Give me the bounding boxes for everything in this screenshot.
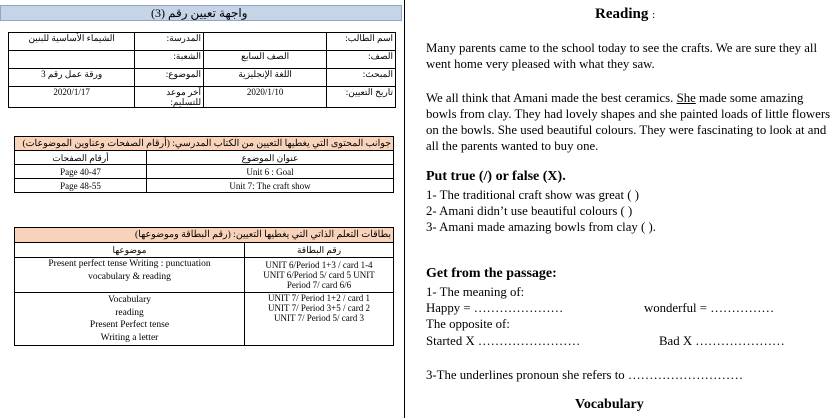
card-topic-cell [15,258,245,293]
content-pages-cell: Page 48-55 [15,179,147,193]
self-learning-cards-table [14,227,394,346]
card-line: 6/Period 7/ card 6 [286,280,352,290]
passage-text: made some amazing bowls from clay. They had lovely shapes and she painted loads of little flowers on the bowls. She used beautiful colours. They were fascinating to look at and all the parents wanted to buy one. [426,91,831,153]
table-row [15,179,394,193]
card-topic-line: reading [115,307,144,318]
happy-meaning: Happy = ………………… [426,301,564,315]
wonderful-meaning: wonderful = …………… [644,301,775,315]
assign-date-value: 2020/1/10 [204,87,327,108]
content-col-pages: أرقام الصفحات [15,151,147,165]
meaning-label: 1- The meaning of: [426,285,525,299]
content-pages-cell: Page 40-47 [15,165,147,179]
student-name-value[interactable] [204,33,327,51]
section-label: الشعبة: [135,51,204,69]
card-line: UNIT 7/ Period 5/ card 3 [273,313,365,323]
pronoun-question: 3-The underlines pronoun she refers to ……………………… [426,368,744,382]
subject-label: المبحث: [327,69,396,87]
deadline-value: 2020/1/17 [9,87,135,108]
reading-title [595,6,655,23]
content-coverage-table [14,136,394,193]
cards-col-topic: موضوعها [15,243,245,258]
grade-value: الصف السابع [204,51,327,69]
passage-question-heading: Get from the passage: [426,266,557,281]
assignment-title: واجهة تعيين رقم (3) [151,6,248,20]
content-table-header: جوانب المحتوى التي يغطيها التعيين من الكتاب المدرسي: (أرقام الصفحات وعناوين الموضوعات) [15,137,394,151]
card-line: UNIT 6/Period 5/ card 5 UNIT [263,270,375,280]
bad-opposite: Bad X ………………… [659,334,785,348]
true-false-item: 2- Amani didn’t use beautiful colours ( ) [426,204,633,218]
card-line: UNIT 7/ Period 1+2 / card 1 [268,293,370,303]
started-opposite: Started X …………………… [426,334,581,348]
cards-col-card: رقم البطاقة [245,243,394,258]
content-col-topic: عنوان الموضوع [147,151,394,165]
card-topic-line: Writing a letter [100,332,159,343]
topic-value: ورقة عمل رقم 3 [9,69,135,87]
table-row [15,258,394,293]
card-topic-cell [15,293,245,346]
true-false-item: 3- Amani made amazing bowls from clay ( ). [426,220,656,234]
card-topic-line: Present perfect tense Writing : punctuation [48,259,211,269]
card-topic-line: vocabulary & reading [88,272,171,282]
assignment-panel [0,0,404,418]
card-line: UNIT 6/Period 1+3 / card 1-4 [265,260,373,270]
reading-title-colon: : [652,9,656,21]
assign-date-label: تاريخ التعيين: [327,87,396,108]
school-value: الشيماء الأساسية للبنين [9,33,135,51]
passage-paragraph-1: Many parents came to the school today to see the crafts. We are sure they all went home very pleased with what they saw. [426,41,818,71]
card-topic-line: Vocabulary [107,295,152,305]
student-name-label: اسم الطالب: [327,33,396,51]
content-topic-cell: Unit 6 : Goal [147,165,394,179]
true-false-heading: Put true (/) or false (X). [426,169,566,184]
card-number-cell [245,258,394,293]
assignment-title-bar [0,5,402,21]
passage-paragraph-2 [426,90,831,154]
table-row [15,165,394,179]
card-number-cell [245,293,394,346]
underlined-pronoun: She [676,91,696,105]
cards-table-header: بطاقات التعلم الذاتي التي يغطيها التعيين: (رقم البطاقة وموضوعها) [15,228,394,243]
deadline-label: آخر موعد للتسليم: [135,87,204,108]
content-topic-cell: Unit 7: The craft show [147,179,394,193]
opposite-label: The opposite of: [426,317,510,331]
section-value[interactable] [9,51,135,69]
student-info-table [8,32,396,108]
reading-title-text: Reading [595,6,649,22]
grade-label: الصف: [327,51,396,69]
passage-text: We all think that Amani made the best ceramics. [426,91,677,105]
school-label: المدرسة: [135,33,204,51]
card-line: UNIT 7/ Period 3+5 / card 2 [268,303,370,313]
card-topic-line: Present Perfect tense [89,320,170,330]
true-false-item: 1- The traditional craft show was great ( ) [426,188,639,202]
reading-panel [405,0,834,418]
topic-label: الموضوع: [135,69,204,87]
subject-value: اللغة الإنجليزية [204,69,327,87]
table-row [15,293,394,346]
vocabulary-heading: Vocabulary [575,397,644,412]
